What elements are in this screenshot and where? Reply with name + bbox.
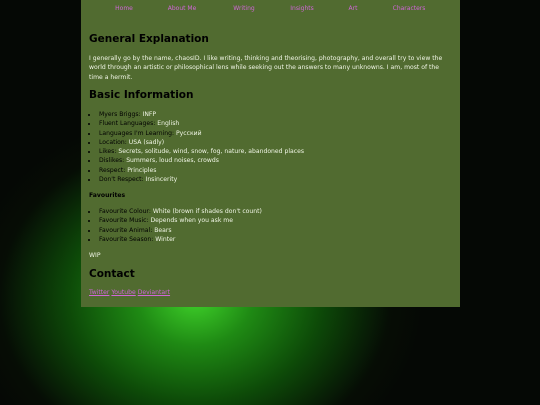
list-item: • Favourite Animal: Bears	[98, 226, 262, 235]
basic-heading: Basic Information	[89, 89, 194, 101]
nav-about-link[interactable]: About Me	[167, 5, 197, 12]
list-item: • Favourite Colour: White (brown if shades don't count)	[98, 207, 262, 216]
nav-art-link[interactable]: Art	[348, 5, 358, 12]
youtube-link[interactable]: Youtube	[111, 289, 136, 296]
nav-insights-link[interactable]: Insights	[290, 5, 314, 12]
basic-list	[89, 110, 304, 184]
list-item: • Likes: Secrets, solitude, wind, snow, fog, nature, abandoned places	[98, 147, 304, 156]
nav-writing-link[interactable]: Writing	[233, 5, 255, 12]
list-item: • Dislikes: Summers, loud noises, crowds	[98, 156, 304, 165]
top-nav	[81, 0, 460, 18]
general-heading: General Explanation	[89, 33, 209, 45]
general-text: I generally go by the name, chaosID. I like writing, thinking and theorising, photography, and overall try to view the world through an artistic or philosophical lens while seeking out the answers to many unknowns. I am, most of the time a hermit.	[89, 55, 443, 81]
favourites-heading: Favourites	[89, 192, 126, 199]
list-item: • Respect: Principles	[98, 166, 304, 175]
content-panel	[81, 0, 460, 307]
deviantart-link[interactable]: Deviantart	[137, 289, 171, 296]
list-item: • Favourite Season: Winter	[98, 235, 262, 244]
nav-characters-link[interactable]: Characters	[392, 5, 426, 12]
twitter-link[interactable]: Twitter	[89, 289, 110, 296]
list-item: • Location: USA (sadly)	[98, 138, 304, 147]
list-item: • Myers Briggs: INFP	[98, 110, 304, 119]
favourites-list	[89, 207, 262, 244]
list-item: • Fluent Languages: English	[98, 119, 304, 128]
list-item: • Languages I'm Learning: Русский	[98, 129, 304, 138]
wip-text: WIP	[89, 252, 101, 259]
list-item: • Don't Respect: Insincerity	[98, 175, 304, 184]
nav-home-link[interactable]: Home	[115, 5, 133, 12]
contact-heading: Contact	[89, 268, 135, 280]
contact-links	[89, 289, 170, 296]
list-item: • Favourite Music: Depends when you ask me	[98, 216, 262, 225]
